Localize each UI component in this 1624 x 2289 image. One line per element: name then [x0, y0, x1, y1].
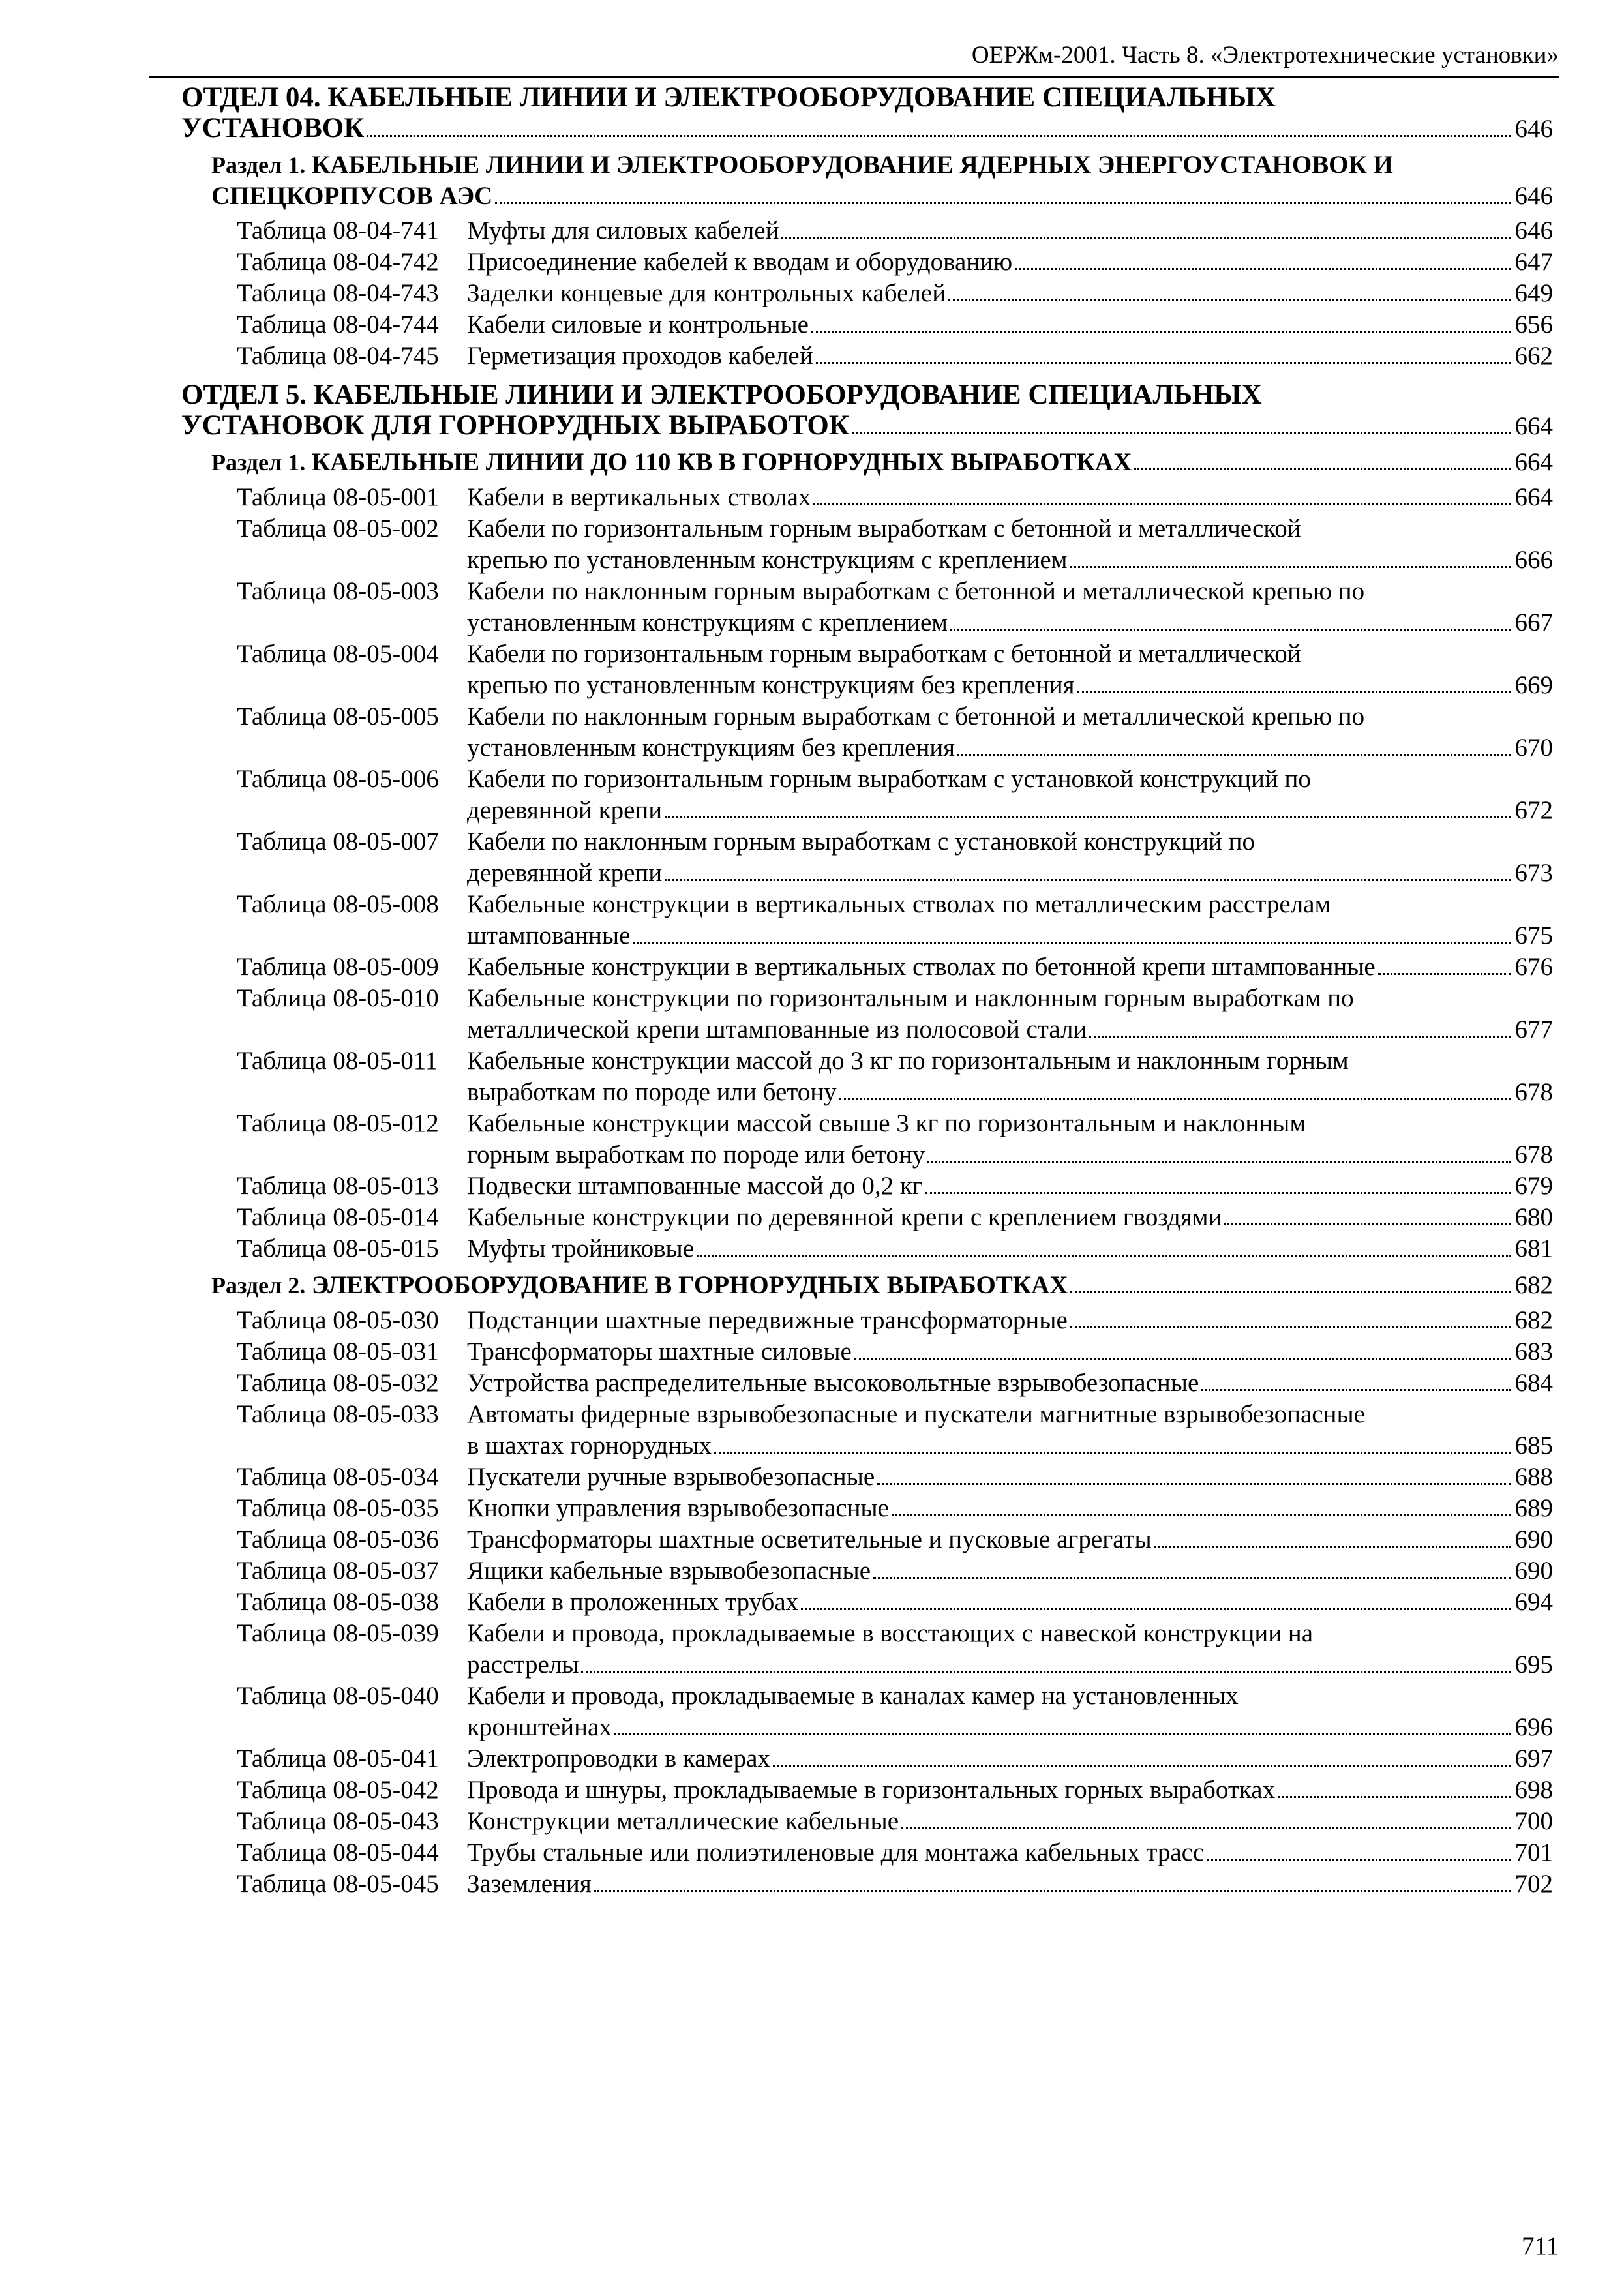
table-id: Таблица 08-05-039 [237, 1619, 439, 1647]
table-id: Таблица 08-04-741 [237, 217, 439, 245]
table-id: Таблица 08-05-009 [237, 953, 439, 981]
toc-table-entry[interactable] [181, 1618, 1553, 1681]
page-ref: 649 [1514, 279, 1553, 307]
otdel5-razdel2-table-list [181, 1305, 1553, 1900]
dot-leader [714, 1452, 1511, 1454]
table-description [467, 1524, 1553, 1555]
subsection-title-line1: КАБЕЛЬНЫЕ ЛИНИИ И ЭЛЕКТРООБОРУДОВАНИЕ ЯДЕРНЫХ ЭНЕРГОУСТАНОВОК И [311, 151, 1393, 179]
dot-leader [1077, 691, 1511, 693]
table-description [467, 1336, 1553, 1368]
toc-table-entry[interactable] [181, 215, 1553, 247]
table-description [467, 1837, 1553, 1868]
page-ref: 683 [1514, 1338, 1553, 1366]
table-id: Таблица 08-05-015 [237, 1234, 439, 1263]
table-title: Устройства распределительные высоковольтные взрывобезопасные [467, 1369, 1199, 1397]
toc-table-entry[interactable] [181, 1368, 1553, 1399]
table-description [467, 701, 1553, 764]
dot-leader [925, 1192, 1511, 1194]
toc-subsection-otdel4-razdel-1[interactable] [181, 149, 1553, 211]
subsection-title: КАБЕЛЬНЫЕ ЛИНИИ ДО 110 КВ В ГОРНОРУДНЫХ ВЫРАБОТКАХ [311, 448, 1132, 476]
section-title-line1: ОТДЕЛ 04. КАБЕЛЬНЫЕ ЛИНИИ И ЭЛЕКТРООБОРУДОВАНИЕ СПЕЦИАЛЬНЫХ [181, 82, 1276, 113]
table-description [467, 1618, 1553, 1681]
page-ref: 647 [1514, 248, 1553, 276]
table-title: Конструкции металлические кабельные [467, 1807, 899, 1835]
table-description [467, 1493, 1553, 1524]
toc-table-entry[interactable] [181, 1806, 1553, 1837]
table-title: Трубы стальные или полиэтиленовые для монтажа кабельных трасс [467, 1838, 1205, 1866]
table-description [467, 1045, 1553, 1108]
table-title-line1: Кабели по горизонтальным горным выработкам с бетонной и металлической [467, 640, 1301, 668]
dot-leader [813, 503, 1511, 505]
table-title: Кабели силовые и контрольные [467, 310, 809, 338]
table-title-line2: крепью по установленным конструкциям с креплением [467, 546, 1068, 574]
table-id: Таблица 08-05-012 [237, 1109, 439, 1137]
table-title: Электропроводки в камерах [467, 1744, 770, 1773]
page-ref: 678 [1514, 1078, 1553, 1106]
toc-table-entry[interactable] [181, 826, 1553, 889]
toc-table-entry[interactable] [181, 1837, 1553, 1868]
dot-leader [950, 629, 1511, 631]
table-title-line2: крепью по установленным конструкциям без крепления [467, 671, 1075, 699]
page-ref: 673 [1514, 859, 1553, 887]
table-title: Ящики кабельные взрывобезопасные [467, 1557, 871, 1585]
table-description [467, 1555, 1553, 1587]
table-id: Таблица 08-05-042 [237, 1776, 439, 1804]
table-title-line1: Кабельные конструкции в вертикальных стволах по металлическим расстрелам [467, 890, 1331, 918]
dot-leader [1070, 566, 1511, 568]
table-description [467, 889, 1553, 951]
dot-leader [1207, 1859, 1511, 1861]
toc-section-otdel-5[interactable] [181, 380, 1553, 441]
subsection-prefix: Раздел 1. [211, 449, 306, 475]
dot-leader [773, 1765, 1511, 1767]
toc-section-otdel-04[interactable] [181, 82, 1553, 144]
dot-leader [957, 754, 1511, 756]
subsection-prefix: Раздел 1. [211, 152, 306, 178]
dot-leader [1070, 1291, 1511, 1293]
table-title-line2: кронштейнах [467, 1713, 612, 1741]
page-ref: 666 [1514, 546, 1553, 574]
table-description [467, 1399, 1553, 1461]
section-title-line2: УСТАНОВОК [181, 113, 365, 143]
dot-leader [665, 879, 1511, 881]
table-title-line2: деревянной крепи [467, 859, 663, 887]
toc-table-entry[interactable] [181, 1743, 1553, 1774]
page-ref: 672 [1514, 796, 1553, 824]
table-title-line2: деревянной крепи [467, 796, 663, 824]
page-ref: 688 [1514, 1463, 1553, 1491]
page-ref: 646 [1514, 115, 1553, 143]
table-description [467, 1743, 1553, 1774]
page-ref: 662 [1514, 342, 1553, 370]
dot-leader [1089, 1036, 1511, 1038]
dot-leader [633, 942, 1511, 944]
toc-table-entry[interactable] [181, 309, 1553, 340]
table-id: Таблица 08-05-008 [237, 890, 439, 918]
dot-leader [1134, 468, 1511, 470]
page-ref: 701 [1514, 1838, 1553, 1866]
toc-table-entry[interactable] [181, 1774, 1553, 1806]
page-ref: 656 [1514, 310, 1553, 338]
toc-table-entry[interactable] [181, 1045, 1553, 1108]
page-ref: 685 [1514, 1431, 1553, 1459]
table-id: Таблица 08-04-744 [237, 310, 439, 338]
table-description [467, 1305, 1553, 1336]
table-title: Кабельные конструкции по деревянной крепи с креплением гвоздями [467, 1203, 1222, 1231]
table-of-contents [181, 78, 1553, 1900]
table-title: Заземления [467, 1870, 592, 1898]
table-id: Таблица 08-05-001 [237, 483, 439, 511]
table-id: Таблица 08-05-038 [237, 1588, 439, 1616]
table-id: Таблица 08-05-033 [237, 1400, 439, 1428]
table-title-line1: Кабели по горизонтальным горным выработкам с бетонной и металлической [467, 515, 1301, 543]
page-number: 711 [1521, 2232, 1559, 2260]
section-title-line2: УСТАНОВОК ДЛЯ ГОРНОРУДНЫХ ВЫРАБОТОК [181, 410, 849, 441]
table-title-line2: металлической крепи штампованные из полосовой стали [467, 1015, 1087, 1043]
dot-leader [873, 1577, 1511, 1579]
table-title-line2: расстрелы [467, 1651, 579, 1679]
header-title: ОЕРЖм-2001. Часть 8. «Электротехнические установки» [971, 42, 1559, 68]
table-id: Таблица 08-05-014 [237, 1203, 439, 1231]
page-ref: 664 [1514, 448, 1553, 476]
table-title-line1: Кабельные конструкции по горизонтальным и наклонным горным выработкам по [467, 984, 1354, 1012]
table-title: Герметизация проходов кабелей [467, 342, 813, 370]
table-id: Таблица 08-05-032 [237, 1369, 439, 1397]
page-ref: 684 [1514, 1369, 1553, 1397]
table-title-line1: Кабельные конструкции массой до 3 кг по горизонтальным и наклонным горным [467, 1047, 1349, 1075]
table-title-line1: Кабели по наклонным горным выработкам с установкой конструкций по [467, 828, 1255, 856]
page-ref: 669 [1514, 671, 1553, 699]
dot-leader [1201, 1389, 1511, 1391]
table-title: Присоединение кабелей к вводам и оборудованию [467, 248, 1013, 276]
table-title-line2: горным выработкам по породе или бетону [467, 1141, 925, 1169]
dot-leader [697, 1255, 1511, 1257]
table-description [467, 1774, 1553, 1806]
page-ref: 696 [1514, 1713, 1553, 1741]
page-ref: 664 [1514, 483, 1553, 511]
dot-leader [816, 362, 1511, 364]
page-ref: 679 [1514, 1172, 1553, 1200]
table-title-line1: Кабели по наклонным горным выработкам с бетонной и металлической крепью по [467, 577, 1365, 605]
table-title-line1: Кабели по наклонным горным выработкам с бетонной и металлической крепью по [467, 702, 1365, 730]
dot-leader [1378, 973, 1511, 975]
page-ref: 670 [1514, 734, 1553, 762]
table-id: Таблица 08-05-003 [237, 577, 439, 605]
table-title: Кнопки управления взрывобезопасные [467, 1494, 889, 1522]
table-description [467, 1202, 1553, 1233]
page-ref: 694 [1514, 1588, 1553, 1616]
page-ref: 646 [1514, 182, 1553, 210]
table-id: Таблица 08-05-007 [237, 828, 439, 856]
table-id: Таблица 08-05-013 [237, 1172, 439, 1200]
table-id: Таблица 08-05-034 [237, 1463, 439, 1491]
dot-leader [495, 202, 1511, 204]
table-description [467, 983, 1553, 1045]
table-description [467, 764, 1553, 826]
page-ref: 676 [1514, 953, 1553, 981]
page-ref: 678 [1514, 1141, 1553, 1169]
toc-subsection-otdel5-razdel-2[interactable] [181, 1270, 1553, 1301]
table-id: Таблица 08-04-743 [237, 279, 439, 307]
table-id: Таблица 08-05-043 [237, 1807, 439, 1835]
dot-leader [927, 1161, 1511, 1163]
dot-leader [852, 432, 1511, 434]
table-title-line1: Автоматы фидерные взрывобезопасные и пускатели магнитные взрывобезопасные [467, 1400, 1365, 1428]
toc-table-entry[interactable] [181, 482, 1553, 513]
toc-table-entry[interactable] [181, 1336, 1553, 1368]
table-title-line1: Кабели по горизонтальным горным выработкам с установкой конструкций по [467, 765, 1311, 793]
dot-leader [892, 1514, 1511, 1516]
otdel4-table-list [181, 215, 1553, 372]
otdel5-razdel1-table-list [181, 482, 1553, 1264]
page-ref: 698 [1514, 1776, 1553, 1804]
dot-leader [665, 816, 1511, 818]
table-description [467, 1868, 1553, 1900]
page-ref: 675 [1514, 921, 1553, 950]
toc-table-entry[interactable] [181, 983, 1553, 1045]
table-title: Муфты для силовых кабелей [467, 217, 779, 245]
page-ref: 667 [1514, 608, 1553, 636]
dot-leader [581, 1671, 1511, 1673]
page-ref: 646 [1514, 217, 1553, 245]
table-id: Таблица 08-05-011 [237, 1047, 438, 1075]
toc-table-entry[interactable] [181, 764, 1553, 826]
toc-table-entry[interactable] [181, 576, 1553, 638]
table-title-line1: Кабельные конструкции массой свыше 3 кг по горизонтальным и наклонным [467, 1109, 1306, 1137]
dot-leader [614, 1733, 1511, 1735]
toc-table-entry[interactable] [181, 1305, 1553, 1336]
dot-leader [901, 1827, 1511, 1829]
page-ref: 689 [1514, 1494, 1553, 1522]
toc-table-entry[interactable] [181, 951, 1553, 983]
dot-leader [367, 135, 1511, 137]
table-title: Пускатели ручные взрывобезопасные [467, 1463, 875, 1491]
table-id: Таблица 08-04-742 [237, 248, 439, 276]
dot-leader [1224, 1223, 1511, 1225]
page-ref: 681 [1514, 1234, 1553, 1263]
table-title-line2: установленным конструкциям с креплением [467, 608, 948, 636]
table-id: Таблица 08-05-040 [237, 1682, 439, 1710]
dot-leader [594, 1890, 1511, 1892]
table-title: Кабели в вертикальных стволах [467, 483, 811, 511]
table-id: Таблица 08-05-002 [237, 515, 439, 543]
toc-subsection-otdel5-razdel-1[interactable] [181, 447, 1553, 478]
table-description [467, 1233, 1553, 1264]
table-title: Подстанции шахтные передвижные трансформаторные [467, 1306, 1068, 1334]
table-description [467, 576, 1553, 638]
dot-leader [948, 299, 1511, 301]
page-ref: 664 [1514, 412, 1553, 440]
table-description [467, 1681, 1553, 1743]
toc-table-entry[interactable] [181, 1681, 1553, 1743]
page-ref: 677 [1514, 1015, 1553, 1043]
toc-table-entry[interactable] [181, 340, 1553, 372]
table-id: Таблица 08-05-044 [237, 1838, 439, 1866]
table-title-line1: Кабели и провода, прокладываемые в восстающих с навеской конструкции на [467, 1619, 1314, 1647]
table-description [467, 951, 1553, 983]
dot-leader [801, 1608, 1511, 1610]
table-title: Трансформаторы шахтные осветительные и пусковые агрегаты [467, 1525, 1152, 1553]
toc-table-entry[interactable] [181, 1555, 1553, 1587]
dot-leader [1015, 268, 1511, 270]
toc-table-entry[interactable] [181, 1202, 1553, 1233]
table-description [467, 1171, 1553, 1202]
page-ref: 700 [1514, 1807, 1553, 1835]
table-id: Таблица 08-05-041 [237, 1744, 439, 1773]
table-id: Таблица 08-05-004 [237, 640, 439, 668]
dot-leader [811, 331, 1511, 333]
subsection-title-line2: СПЕЦКОРПУСОВ АЭС [211, 182, 493, 210]
dot-leader [839, 1098, 1511, 1100]
page-header [149, 34, 1559, 78]
table-description [467, 1587, 1553, 1618]
table-title: Подвески штампованные массой до 0,2 кг [467, 1172, 923, 1200]
table-description [467, 482, 1553, 513]
table-title: Кабели в проложенных трубах [467, 1588, 799, 1616]
table-description [467, 1461, 1553, 1493]
table-id: Таблица 08-05-045 [237, 1870, 439, 1898]
dot-leader [1154, 1546, 1511, 1548]
toc-table-entry[interactable] [181, 638, 1553, 701]
table-title: Провода и шнуры, прокладываемые в горизонтальных горных выработках [467, 1776, 1276, 1804]
dot-leader [877, 1483, 1511, 1485]
table-id: Таблица 08-05-035 [237, 1494, 439, 1522]
table-description [467, 513, 1553, 576]
toc-table-entry[interactable] [181, 889, 1553, 951]
table-title: Заделки концевые для контрольных кабелей [467, 279, 946, 307]
toc-table-entry[interactable] [181, 1461, 1553, 1493]
toc-table-entry[interactable] [181, 513, 1553, 576]
toc-table-entry[interactable] [181, 1524, 1553, 1555]
table-id: Таблица 08-05-037 [237, 1557, 439, 1585]
table-title-line2: установленным конструкциям без крепления [467, 734, 955, 762]
page-ref: 697 [1514, 1744, 1553, 1773]
page-ref: 680 [1514, 1203, 1553, 1231]
dot-leader [1070, 1326, 1511, 1328]
table-id: Таблица 08-05-031 [237, 1338, 439, 1366]
dot-leader [854, 1358, 1511, 1360]
toc-table-entry[interactable] [181, 1868, 1553, 1900]
table-description [467, 638, 1553, 701]
subsection-title: ЭЛЕКТРООБОРУДОВАНИЕ В ГОРНОРУДНЫХ ВЫРАБОТКАХ [311, 1271, 1068, 1299]
toc-table-entry[interactable] [181, 1587, 1553, 1618]
table-title: Трансформаторы шахтные силовые [467, 1338, 852, 1366]
toc-table-entry[interactable] [181, 278, 1553, 309]
toc-table-entry[interactable] [181, 1108, 1553, 1171]
toc-table-entry[interactable] [181, 1493, 1553, 1524]
table-title: Кабельные конструкции в вертикальных стволах по бетонной крепи штампованные [467, 953, 1376, 981]
toc-table-entry[interactable] [181, 701, 1553, 764]
section-title-line1: ОТДЕЛ 5. КАБЕЛЬНЫЕ ЛИНИИ И ЭЛЕКТРООБОРУДОВАНИЕ СПЕЦИАЛЬНЫХ [181, 380, 1262, 410]
page-ref: 695 [1514, 1651, 1553, 1679]
table-title: Муфты тройниковые [467, 1234, 695, 1263]
page-ref: 682 [1514, 1306, 1553, 1334]
subsection-prefix: Раздел 2. [211, 1272, 306, 1298]
table-title-line1: Кабели и провода, прокладываемые в каналах камер на установленных [467, 1682, 1239, 1710]
dot-leader [1278, 1796, 1511, 1798]
table-id: Таблица 08-05-036 [237, 1525, 439, 1553]
page-ref: 690 [1514, 1525, 1553, 1553]
page-ref: 682 [1514, 1271, 1553, 1299]
table-title-line2: штампованные [467, 921, 631, 950]
table-id: Таблица 08-04-745 [237, 342, 439, 370]
page-ref: 690 [1514, 1557, 1553, 1585]
table-id: Таблица 08-05-010 [237, 984, 439, 1012]
toc-table-entry[interactable] [181, 1233, 1553, 1264]
table-title-line2: в шахтах горнорудных [467, 1431, 712, 1459]
table-description [467, 1368, 1553, 1399]
table-description [467, 1108, 1553, 1171]
toc-table-entry[interactable] [181, 1399, 1553, 1461]
table-description [467, 1806, 1553, 1837]
table-description [467, 826, 1553, 889]
table-id: Таблица 08-05-030 [237, 1306, 439, 1334]
dot-leader [781, 237, 1511, 239]
toc-table-entry[interactable] [181, 247, 1553, 278]
page-ref: 702 [1514, 1870, 1553, 1898]
table-id: Таблица 08-05-005 [237, 702, 439, 730]
toc-table-entry[interactable] [181, 1171, 1553, 1202]
table-id: Таблица 08-05-006 [237, 765, 439, 793]
table-title-line2: выработкам по породе или бетону [467, 1078, 837, 1106]
